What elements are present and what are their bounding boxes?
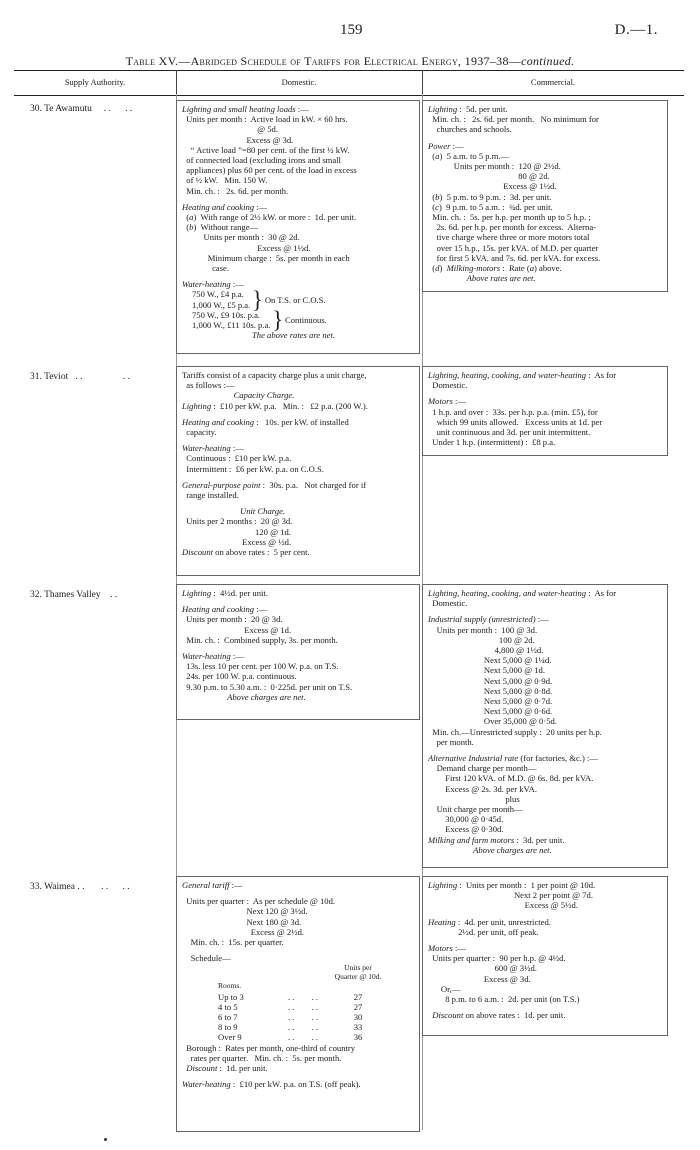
tariff-line: Discount on above rates : 1d. per unit. [432,1010,566,1021]
tariff-line: Next 180 @ 3d. [182,916,302,927]
tariff-line: Water-heating :— [182,651,244,662]
tariff-line: Above rates are net. [466,273,536,284]
tariff-line: case. [182,263,230,274]
schedule-units: 30 [353,1012,363,1023]
tariff-line: Intermittent : £6 per kW. p.a. on C.O.S. [182,463,324,474]
table-title-continued: continued. [521,54,575,68]
tariff-line: Excess @ 2s. 3d. per kVA. [428,783,537,794]
table-title [0,54,700,69]
water-heating-group-ts [182,285,414,313]
tariff-line: Water-heating :— [182,279,244,290]
tariff-line: (c) 9 p.m. to 5 a.m. : ¾d. per unit. [428,201,553,212]
tariff-line: Water-heating : £10 per kW. p.a. on T.S. (off peak). [182,1079,361,1090]
tariff-line: Demand charge per month— [428,763,537,774]
tariff-line: Domestic. [428,598,468,609]
room-schedule-table [218,963,414,1042]
tariff-line: Units per month : 20 @ 3d. [182,614,283,625]
brace-label: On T.S. or C.O.S. [264,294,326,305]
rates-note: The above rates are net. [252,330,335,341]
tariff-line: unit continuous and 3d. per unit intermittent. [428,427,591,438]
tariff-line: (b) 5 p.m. to 9 p.m. : 3d. per unit. [428,191,552,202]
water-heating-group-continuous [182,305,414,334]
tariff-line: 24s. per 100 W. p.a. continuous. [182,671,297,682]
domestic-cell [176,366,420,576]
tariff-line: Over 35,000 @ 0·5d. [428,716,557,727]
tariff-line: @ 5d. [182,124,278,135]
tariff-line: Excess @ 1d. [182,624,292,635]
tariff-line: Above charges are net. [473,844,552,855]
schedule-units: 27 [353,1001,363,1012]
tariff-line: (a) With range of 2½ kW. or more : 1d. per unit. [182,212,357,223]
tariff-line: Heating and cooking : 10s. per kW. of installed [182,416,349,427]
schedule-units: 27 [353,991,363,1002]
brace: } [252,285,263,313]
tariff-line: Min. ch. : 5s. per h.p. per month up to 5 h.p. ; [428,212,591,223]
tariff-line: 750 W., £4 p.a. [192,289,244,300]
schedule-rooms: Up to 3 [218,991,244,1002]
tariff-line: Or,— [428,983,461,994]
tariff-line: Min. ch. : 15s. per quarter. [182,937,284,948]
tariff-line: Power :— [428,140,464,151]
schedule-units: 36 [353,1032,363,1043]
tariff-line: plus [428,793,520,804]
tariff-line: Above charges are net. [227,691,306,702]
tariff-line: Units per month : Active load in kW. × 60 hrs. [182,114,348,125]
tariff-line: Tariffs consist of a capacity charge plus a unit charge, [182,370,367,380]
tariff-line: Units per month : 100 @ 3d. [428,624,538,635]
page-header [0,22,700,42]
tariff-line: Motors :— [428,943,466,954]
tariff-line: 4,800 @ 1½d. [428,645,544,656]
schedule-header-units-line1: Units per [344,963,372,973]
tariff-line: 9.30 p.m. to 5.30 a.m. : 0·225d. per unit on T.S. [182,681,353,692]
commercial-lines [428,104,662,283]
tariff-line: as follows :— [182,380,235,391]
tariff-line: Units per quarter : 90 per h.p. @ 4½d. [428,953,566,964]
tariff-line: Next 5,000 @ 0·8d. [428,685,553,696]
domestic-lines [182,104,414,289]
tariff-line: 1,000 W., £5 p.a. [192,299,251,310]
tariff-line: Lighting : Units per month : 1 per point @ 10d. [428,880,596,890]
supply-authority: 31. Teviot . . . . [30,372,130,382]
tariff-line: Next 5,000 @ 1d. [428,665,546,676]
tariff-line: 8 p.m. to 6 a.m. : 2d. per unit (on T.S.) [428,994,580,1005]
tariff-line: Under 1 h.p. (intermittent) : £8 p.a. [428,437,556,448]
tariff-line: “ Active load ”=80 per cent. of the first ½ kW. [182,144,350,155]
schedule-header-units-line2: Quarter @ 10d. [334,972,382,982]
tariff-line: range installed. [182,490,239,501]
table-title-main: Table XV.—Abridged Schedule of Tariffs for Electrical Energy, 1937–38— [125,54,522,68]
domestic-cell [176,876,420,1132]
tariff-line: Motors :— [428,396,466,407]
tariff-line: capacity. [182,427,217,438]
tariff-line: 80 @ 2d. [428,171,550,182]
schedule-rooms: 6 to 7 [218,1012,238,1023]
schedule-row [218,992,414,1002]
tariff-line: General tariff :— [182,880,243,890]
tariff-line: of connected load (excluding irons and small [182,155,341,166]
commercial-lines [428,588,662,855]
tariff-line: Unit charge per month— [428,804,523,815]
schedule-units: 33 [353,1022,363,1033]
tariff-line: churches and schools. [428,124,512,135]
schedule-row [218,1012,414,1022]
domestic-cell [176,100,420,354]
tariff-line: 30,000 @ 0·45d. [428,814,504,825]
domestic-lines [182,880,414,963]
tariff-line: Lighting, heating, cooking, and water-heating : As for [428,370,617,380]
schedule-row [218,1002,414,1012]
schedule-header-units [328,963,388,981]
tariff-line: Heating and cooking :— [182,604,268,615]
tariff-line: Excess @ 3d. [428,973,531,984]
tariff-line: 1,000 W., £11 10s. p.a. [192,320,271,331]
tariff-line: Lighting, heating, cooking, and water-heating : As for [428,588,617,598]
page-mark [104,1138,107,1141]
tariff-line: Next 120 @ 3½d. [182,906,308,917]
tariff-line: Next 5,000 @ 0·9d. [428,675,553,686]
tariff-line: Milking and farm motors : 3d. per unit. [428,834,565,845]
tariff-line: General-purpose point : 30s. p.a. Not charged for if [182,479,367,490]
tariff-line: Excess @ 5½d. [428,900,578,911]
tariff-line: Units per month : 120 @ 2½d. [428,161,561,172]
tariff-line: for first 5 kVA. and 7s. 6d. per kVA. for excess. [428,252,601,263]
document-reference: D.—1. [614,22,658,38]
tariff-line: Lighting : 4½d. per unit. [182,588,268,598]
column-header-row [14,70,684,96]
tariff-line: 1 h.p. and over : 33s. per h.p. p.a. (min. £5), for [428,406,598,417]
schedule-rooms: 4 to 5 [218,1001,238,1012]
tariff-line: Min. ch. : Combined supply, 3s. per month. [182,634,338,645]
tariff-line: 120 @ 1d. [182,526,291,537]
column-header-commercial: Commercial. [530,77,576,87]
leader-dots: . . . . [288,1012,319,1023]
tariff-line: Continuous : £10 per kW. p.a. [182,453,292,464]
brace: } [272,305,284,334]
tariff-line: rates per quarter. Min. ch. : 5s. per month. [182,1052,342,1063]
tariff-line: Excess @ 0·30d. [428,824,504,835]
tariff-line: First 120 kVA. of M.D. @ 6s. 8d. per kVA. [428,773,594,784]
tariff-line: Heating and cooking :— [182,201,268,212]
supply-authority: 30. Te Awamutu . . . . [30,104,133,114]
tariff-line: (d) Milking-motors : Rate (a) above. [428,263,562,274]
tariff-line: Excess @ 3d. [182,134,294,145]
tariff-line: Excess @ 1½d. [428,181,557,192]
commercial-cell [422,584,668,868]
tariff-line: 100 @ 2d. [428,634,535,645]
column-divider [422,70,423,94]
tariff-line: Min. ch. : 2s. 6d. per month. [182,185,289,196]
column-divider [176,70,177,94]
tariff-line: Schedule— [182,953,231,964]
leader-dots: . . . . [288,1032,319,1043]
tariff-line: Min. ch. : 2s. 6d. per month. No minimum for [428,114,599,125]
tariff-line: tive charge where three or more motors total [428,232,590,243]
column-header-authority: Supply Authority. [64,77,126,87]
tariff-line: Domestic. [428,380,468,391]
tariff-line: (a) 5 a.m. to 5 p.m.— [428,150,510,161]
tariff-line: 2s. 6d. per h.p. per month for excess. Alterna- [428,222,597,233]
tariff-line: 2½d. per unit, off peak. [428,926,539,937]
domestic-lines [182,370,414,557]
tariff-line: 750 W., £9 10s. p.a. [192,309,261,320]
schedule-rooms: Over 9 [218,1032,242,1043]
tariff-line: Industrial supply (unrestricted) :— [428,614,549,625]
tariff-line: Next 5,000 @ 0·6d. [428,706,553,717]
tariff-line: Alternative Industrial rate (for factories, &c.) :— [428,753,598,764]
tariff-line: Min. ch.—Unrestricted supply : 20 units per h.p. [428,726,602,737]
tariff-line: Next 2 per point @ 7d. [428,890,593,901]
schedule-header-rooms: Rooms. [218,981,242,991]
tariff-line: Water-heating :— [182,443,244,454]
tariff-line: Capacity Charge. [233,390,295,401]
tariff-line: 13s. less 10 per cent. per 100 W. p.a. on T.S. [182,661,339,672]
schedule-rows [218,992,414,1043]
tariff-line: per month. [428,736,474,747]
tariff-line: appliances) plus 60 per cent. of the load in excess [182,165,357,176]
domestic-cell [176,584,420,720]
commercial-lines [428,370,662,447]
domestic-lines [182,1043,414,1090]
tariff-line: which 99 units allowed. Excess units at 1d. per [428,416,603,427]
tariff-line: Lighting : 5d. per unit. [428,104,508,114]
schedule-rooms: 8 to 9 [218,1022,238,1033]
tariff-line: Borough : Rates per month, one-third of country [182,1042,356,1053]
domestic-lines [182,588,414,702]
tariff-line: Heating : 4d. per unit, unrestricted. [428,916,551,927]
tariff-line: Lighting and small heating loads :— [182,104,309,114]
tariff-line: Discount on above rates : 5 per cent. [182,547,310,558]
tariff-line: Next 5,000 @ 0·7d. [428,696,553,707]
supply-authority: 33. Waimea . . . . . . [30,882,130,892]
leader-dots: . . . . [288,1001,319,1012]
tariff-line: over 15 h.p., 15s. per kVA. of M.D. per quarter [428,242,599,253]
tariff-line: Excess @ ½d. [182,536,292,547]
tariff-line: Lighting : £10 per kW. p.a. Min. : £2 p.a. (200 W.). [182,400,368,411]
leader-dots: . . . . [288,1022,319,1033]
tariff-line: (b) Without range— [182,222,259,233]
supply-authority: 32. Thames Valley . . [30,590,118,600]
brace-label: Continuous. [285,314,327,325]
tariff-line: of ½ kW. Min. 150 W. [182,175,268,186]
tariff-line: Units per 2 months : 20 @ 3d. [182,516,293,527]
leader-dots: . . . . [288,991,319,1002]
tariff-line: Unit Charge. [240,506,286,517]
commercial-cell [422,366,668,456]
water-heating-options [192,289,250,309]
commercial-lines [428,880,662,1020]
tariff-line: Excess @ 1½d. [182,242,311,253]
column-header-domestic: Domestic. [281,77,317,87]
tariff-line: Excess @ 2½d. [182,926,305,937]
tariff-line: 600 @ 3½d. [428,963,537,974]
tariff-line: Units per quarter : As per schedule @ 10d. [182,896,336,907]
tariff-line: Units per month : 30 @ 2d. [182,232,300,243]
page-number: 159 [340,22,363,38]
schedule-row [218,1022,414,1032]
tariff-line: Minimum charge : 5s. per month in each [182,252,350,263]
tariff-line: Discount : 1d. per unit. [186,1063,268,1074]
schedule-row [218,1032,414,1042]
commercial-cell [422,100,668,292]
commercial-cell [422,876,668,1036]
tariff-line: Next 5,000 @ 1¼d. [428,655,552,666]
